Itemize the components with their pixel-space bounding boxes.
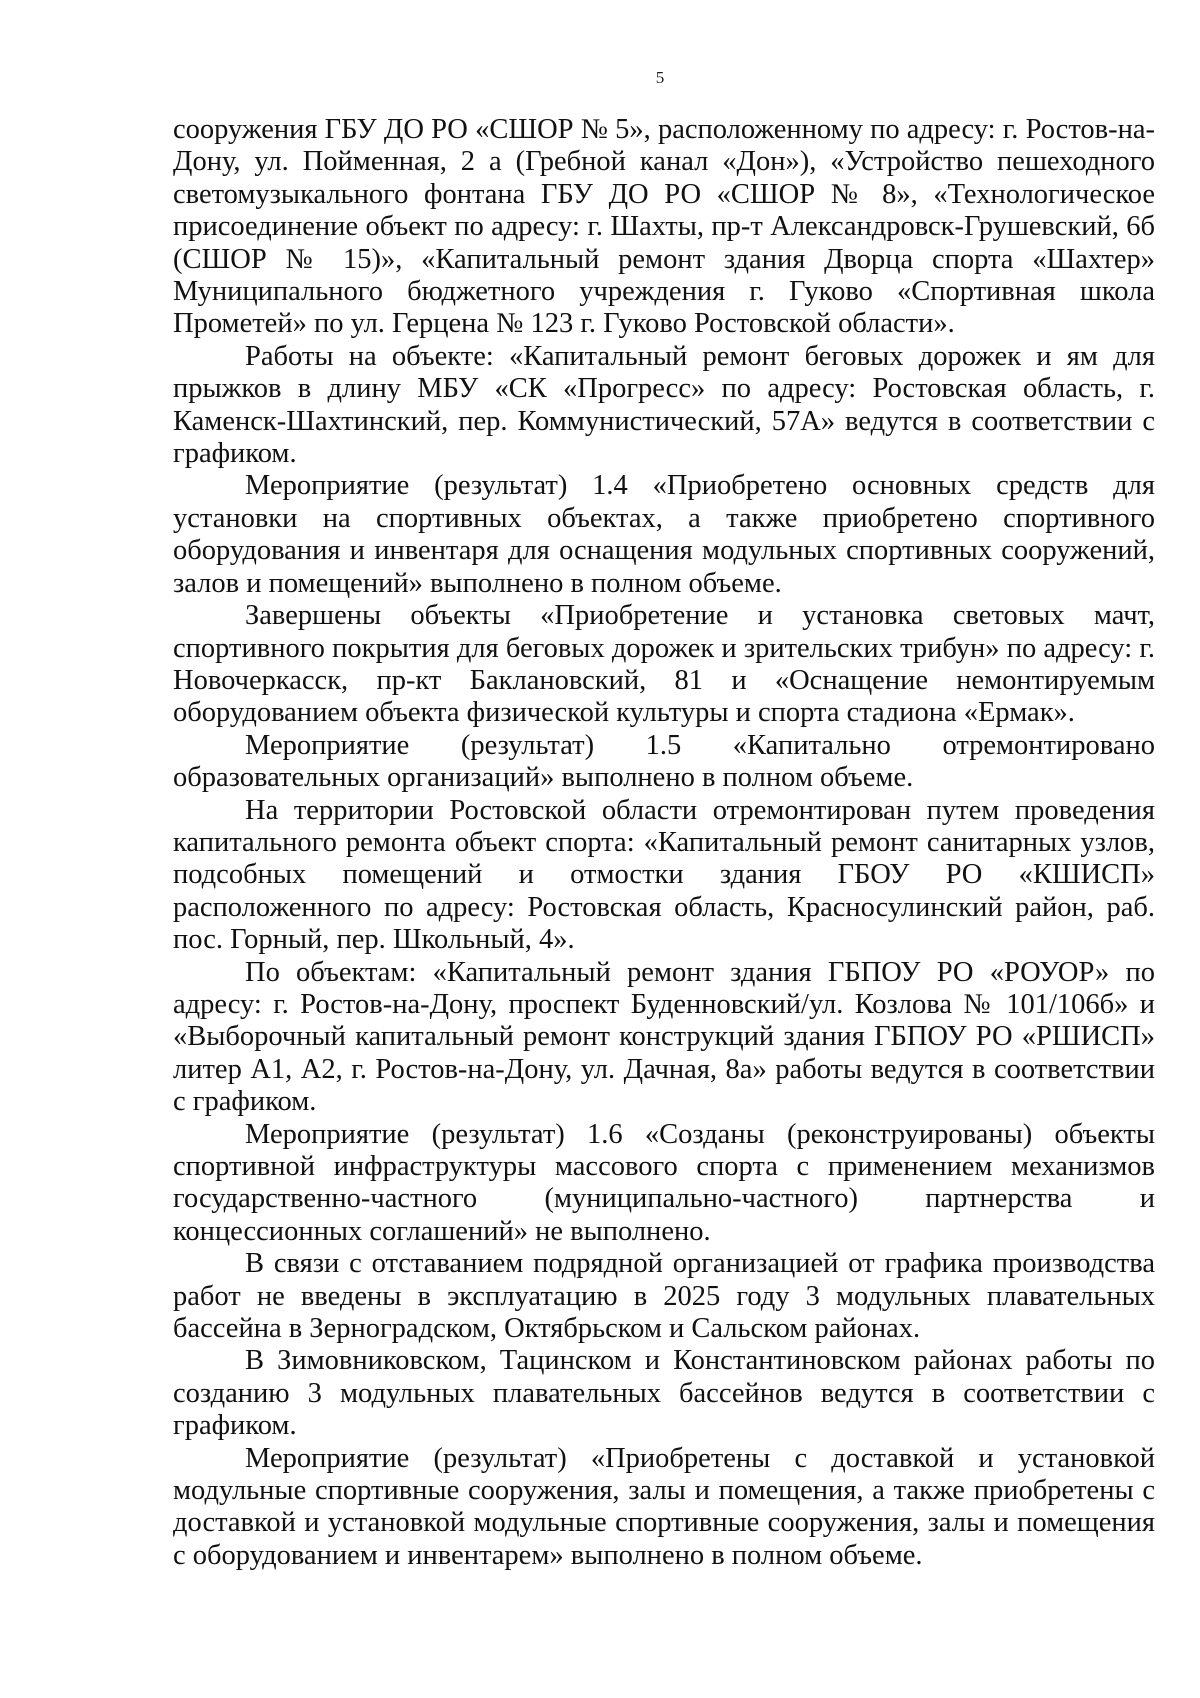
- paragraph: В Зимовниковском, Тацинском и Константиновском районах работы по созданию 3 модульных плавательных бассейнов ведутся в соответствии с графиком.: [173, 1345, 1155, 1442]
- paragraph: В связи с отставанием подрядной организацией от графика производства работ не введены в эксплуатацию в 2025 году 3 модульных плавательных бассейна в Зерноградском, Октябрьском и Сальском районах.: [173, 1248, 1155, 1345]
- document-body: [173, 114, 1155, 1572]
- paragraph: Работы на объекте: «Капитальный ремонт беговых дорожек и ям для прыжков в длину МБУ «СК «Прогресс» по адресу: Ростовская область, г. Каменск-Шахтинский, пер. Коммунистический, 57А» ведутся в соответствии с графиком.: [173, 340, 1155, 470]
- paragraph: Мероприятие (результат) 1.4 «Приобретено основных средств для установки на спортивных объектах, а также приобретено спортивного оборудования и инвентаря для оснащения модульных спортивных сооружений, залов и помещений» выполнено в полном объеме.: [173, 470, 1155, 599]
- paragraph: На территории Ростовской области отремонтирован путем проведения капитального ремонта объект спорта: «Капитальный ремонт санитарных узлов, подсобных помещений и отмостки здания ГБОУ РО «КШИСП» расположенного по адресу: Ростовская область, Красносулинский район, раб. пос. Горный, пер. Школьный, 4».: [173, 794, 1155, 956]
- paragraph: Завершены объекты «Приобретение и установка световых мачт, спортивного покрытия для беговых дорожек и зрительских трибун» по адресу: г. Новочеркасск, пр-кт Баклановский, 81 и «Оснащение немонтируемым оборудованием объекта физической культуры и спорта стадиона «Ермак».: [173, 600, 1155, 729]
- paragraph: Мероприятие (результат) 1.5 «Капитально отремонтировано образовательных организаций» выполнено в полном объеме.: [173, 729, 1155, 794]
- page-number: 5: [655, 68, 665, 87]
- paragraph: Мероприятие (результат) 1.6 «Созданы (реконструированы) объекты спортивной инфраструктуры массового спорта с применением механизмов государственно-частного (муниципально-частного) партнерства и концессионных соглашений» не выполнено.: [173, 1118, 1155, 1247]
- paragraph: По объектам: «Капитальный ремонт здания ГБПОУ РО «РОУОР» по адресу: г. Ростов-на-Дону, проспект Буденновский/ул. Козлова № 101/106б» и «Выборочный капитальный ремонт конструкций здания ГБПОУ РО «РШИСП» литер А1, А2, г. Ростов-на-Дону, ул. Дачная, 8а» работы ведутся в соответствии с графиком.: [173, 956, 1155, 1118]
- paragraph: сооружения ГБУ ДО РО «СШОР № 5», расположенному по адресу: г. Ростов-на-Дону, ул. Пойменная, 2 а (Гребной канал «Дон»), «Устройство пешеходного светомузыкального фонтана ГБУ ДО РО «СШОР № 8», «Технологическое присоединение объект по адресу: г. Шахты, пр-т Александровск-Грушевский, 6б (СШОР № 15)», «Капитальный ремонт здания Дворца спорта «Шахтер» Муниципального бюджетного учреждения г. Гуково «Спортивная школа Прометей» по ул. Герцена № 123 г. Гуково Ростовской области».: [173, 114, 1155, 340]
- paragraph: Мероприятие (результат) «Приобретены с доставкой и установкой модульные спортивные сооружения, залы и помещения, а также приобретены с доставкой и установкой модульные спортивные сооружения, залы и помещения с оборудованием и инвентарем» выполнено в полном объеме.: [173, 1442, 1155, 1571]
